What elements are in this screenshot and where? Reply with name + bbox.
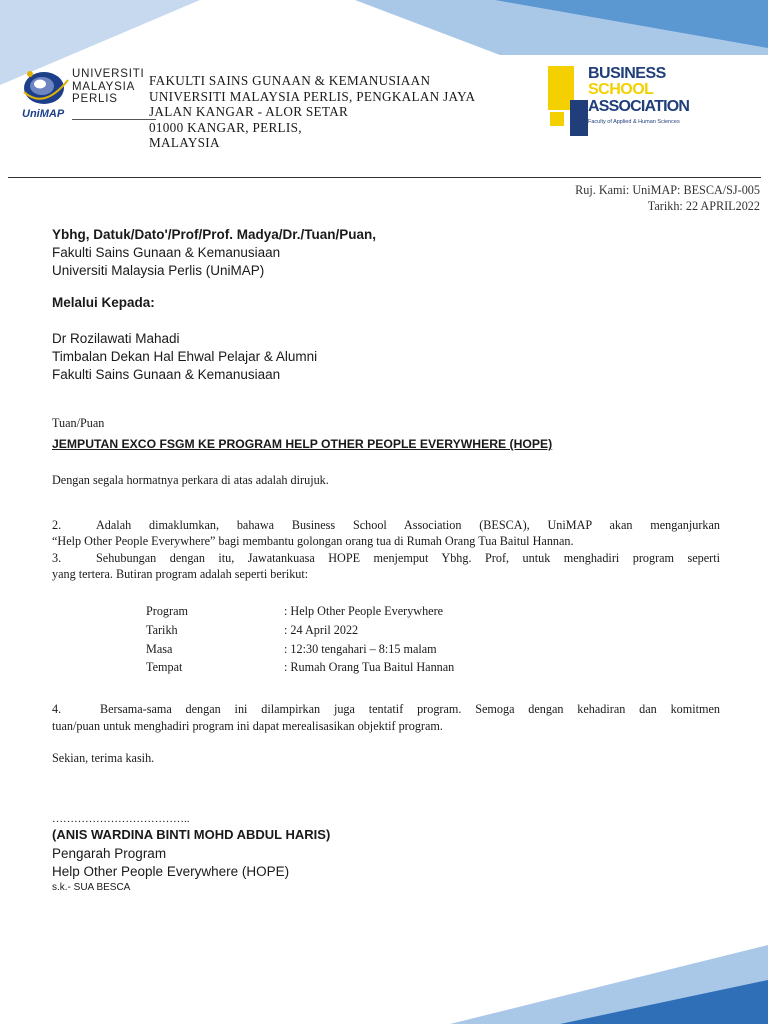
paragraph-3-line-2: yang tertera. Butiran program adalah seperti berikut: <box>52 567 309 581</box>
besca-logo-line2: SCHOOL <box>588 81 654 98</box>
unimap-emblem-icon <box>20 66 72 108</box>
detail-row <box>146 658 454 677</box>
paragraph-4 <box>52 701 720 735</box>
detail-label-venue: Tempat <box>146 660 183 675</box>
besca-logo-tagline: Faculty of Applied & Human Sciences <box>588 119 680 125</box>
via-name: Dr Rozilawati Mahadi <box>52 331 180 346</box>
unimap-logo-line1: UNIVERSITI <box>72 68 145 80</box>
paragraph-2-line-1: Adalah dimaklumkan, bahawa Business School Association (BESCA), UniMAP akan menganjurkan <box>96 518 720 532</box>
faculty-address <box>149 73 475 151</box>
address-line-1: FAKULTI SAINS GUNAAN & KEMANUSIAAN <box>149 73 431 88</box>
address-line-4: 01000 KANGAR, PERLIS, <box>149 119 302 135</box>
detail-value-time: : 12:30 tengahari – 8:15 malam <box>284 641 437 656</box>
detail-row <box>146 640 454 659</box>
signatory-program: Help Other People Everywhere (HOPE) <box>52 864 290 879</box>
program-details <box>146 602 454 677</box>
recipient-faculty: Fakulti Sains Gunaan & Kemanusiaan <box>52 245 281 260</box>
besca-logo-blue-block-a <box>570 100 588 136</box>
besca-logo-line3: ASSOCIATION <box>588 98 690 115</box>
detail-label-time: Masa <box>146 641 173 656</box>
reference-number: Ruj. Kami: UniMAP: BESCA/SJ-005 <box>575 183 760 197</box>
greeting: Tuan/Puan <box>52 416 105 430</box>
besca-logo <box>548 66 698 138</box>
header-divider <box>8 177 761 178</box>
paragraph-1: Dengan segala hormatnya perkara di atas adalah dirujuk. <box>52 473 329 487</box>
detail-value-date: : 24 April 2022 <box>284 622 359 637</box>
detail-label-date: Tarikh <box>146 622 178 637</box>
unimap-logo <box>18 64 145 124</box>
letter-subject: JEMPUTAN EXCO FSGM KE PROGRAM HELP OTHER PEOPLE EVERYWHERE (HOPE) <box>52 437 553 451</box>
paragraph-2-number: 2. <box>52 518 62 532</box>
paragraph-3 <box>52 550 720 582</box>
unimap-logo-line3: PERLIS <box>72 93 118 105</box>
paragraph-2 <box>52 517 720 549</box>
besca-logo-line1: BUSINESS <box>588 65 666 82</box>
signatory-title: Pengarah Program <box>52 846 167 861</box>
detail-value-venue: : Rumah Orang Tua Baitul Hannan <box>284 660 455 675</box>
carbon-copy: s.k.- SUA BESCA <box>52 882 131 893</box>
reference-date: Tarikh: 22 APRIL2022 <box>647 199 760 213</box>
unimap-logo-line2: MALAYSIA <box>72 80 136 93</box>
paragraph-3-line-1: Sehubungan dengan itu, Jawatankuasa HOPE menjemput Ybhg. Prof, untuk menghadiri program seperti <box>96 551 720 565</box>
address-line-2: UNIVERSITI MALAYSIA PERLIS, PENGKALAN JAYA <box>149 88 476 104</box>
detail-row <box>146 602 454 621</box>
paragraph-2-line-2: “Help Other People Everywhere” bagi membantu golongan orang tua di Rumah Orang Tua Baitul Hannan. <box>52 534 574 548</box>
recipient-block <box>52 226 376 280</box>
via-heading: Melalui Kepada: <box>52 295 155 310</box>
via-position: Timbalan Dekan Hal Ehwal Pelajar & Alumni <box>52 349 318 364</box>
besca-logo-blue-block-b <box>550 112 564 126</box>
detail-row <box>146 621 454 640</box>
via-faculty: Fakulti Sains Gunaan & Kemanusiaan <box>52 367 281 382</box>
detail-value-program: : Help Other People Everywhere <box>284 604 444 618</box>
paragraph-4-line-1: Bersama-sama dengan ini dilampirkan juga tentatif program. Semoga dengan kehadiran dan komitmen <box>100 702 720 716</box>
reference-block <box>575 182 760 214</box>
detail-label-program: Program <box>146 604 188 618</box>
recipient-university: Universiti Malaysia Perlis (UniMAP) <box>52 263 265 278</box>
unimap-logo-divider <box>72 119 156 120</box>
closing-remark: Sekian, terima kasih. <box>52 751 155 765</box>
paragraph-4-number: 4. <box>52 702 62 716</box>
recipient-salutation: Ybhg, Datuk/Dato'/Prof/Prof. Madya/Dr./Tuan/Puan, <box>52 227 376 242</box>
address-line-5: MALAYSIA <box>149 135 220 151</box>
address-line-3: JALAN KANGAR - ALOR SETAR <box>149 104 349 120</box>
paragraph-3-number: 3. <box>52 551 62 565</box>
unimap-wordmark: UniMAP <box>22 108 65 120</box>
via-block <box>52 330 317 384</box>
signatory-name: (ANIS WARDINA BINTI MOHD ABDUL HARIS) <box>52 827 331 842</box>
paragraph-4-line-2: tuan/puan untuk menghadiri program ini dapat merealisasikan objektif program. <box>52 719 443 733</box>
signature-dots: ……………………………….. <box>52 813 190 825</box>
